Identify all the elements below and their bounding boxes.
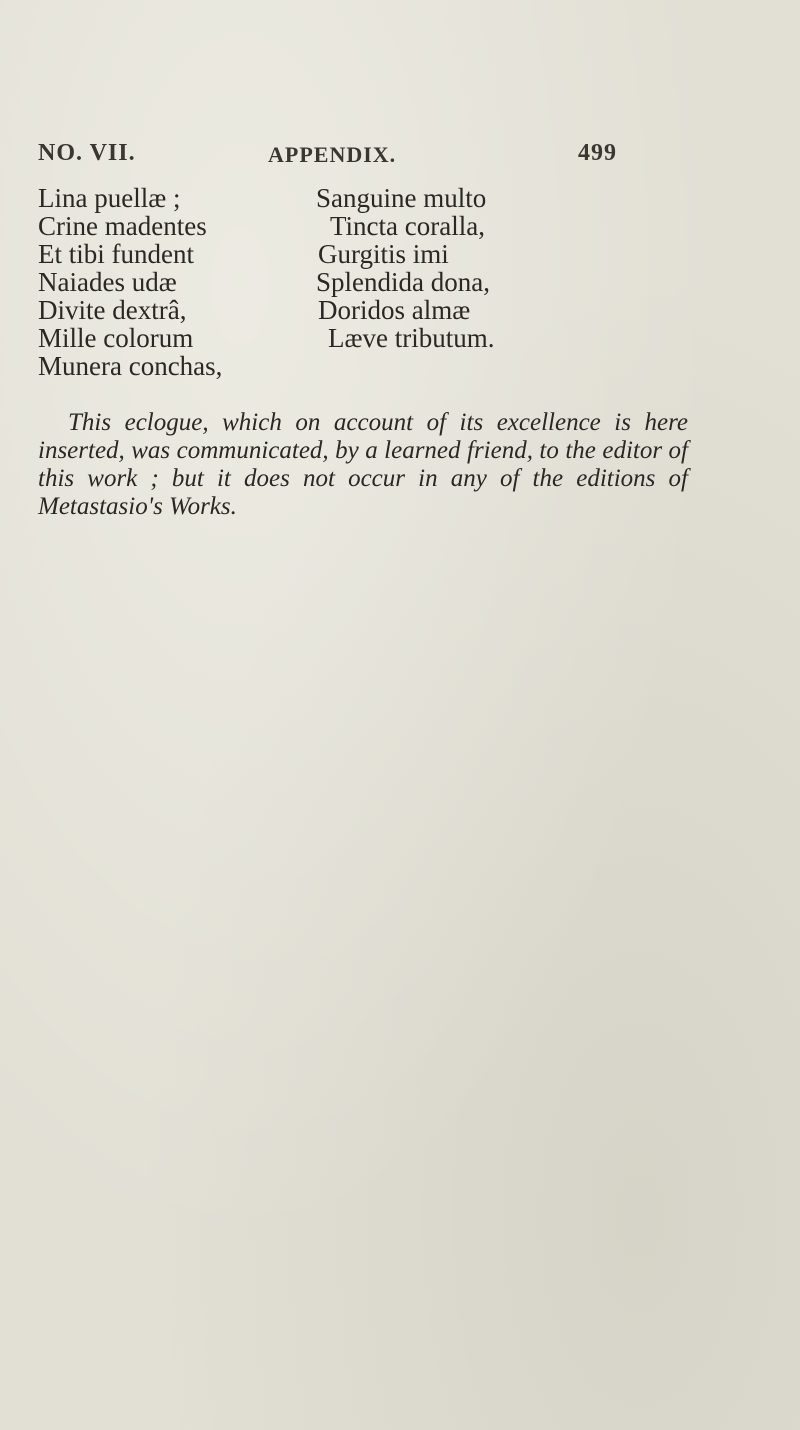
editorial-note: This eclogue, which on account of its excellence is here inserted, was communicated, by a learned friend, to the editor of this work ; but it does not occur in any of the editions of Metastasio's Works. — [38, 409, 688, 520]
running-title: APPENDIX. — [268, 142, 397, 167]
verse-line: Doridos almæ — [318, 295, 471, 325]
verse-line: Tincta coralla, — [330, 211, 485, 241]
page-number: 499 — [578, 140, 617, 166]
verse-line: Sanguine multo — [316, 183, 487, 213]
verse-line: Munera conchas, — [38, 351, 223, 381]
verse-line: Læve tributum. — [328, 323, 495, 353]
verse-line: Splendida dona, — [316, 267, 490, 297]
verse-line: Crine madentes — [38, 211, 207, 241]
verse-line: Divite dextrâ, — [38, 295, 187, 325]
running-header — [0, 140, 800, 176]
verse-right-column — [316, 184, 494, 352]
verse-line: Naiades udæ — [38, 267, 177, 297]
verse-line: Lina puellæ ; — [38, 183, 181, 213]
section-number: NO. VII. — [38, 140, 136, 166]
verse-line: Gurgitis imi — [318, 239, 449, 269]
verse-left-column — [38, 184, 222, 380]
verse-line: Et tibi fundent — [38, 239, 194, 269]
verse-line: Mille colorum — [38, 323, 194, 353]
